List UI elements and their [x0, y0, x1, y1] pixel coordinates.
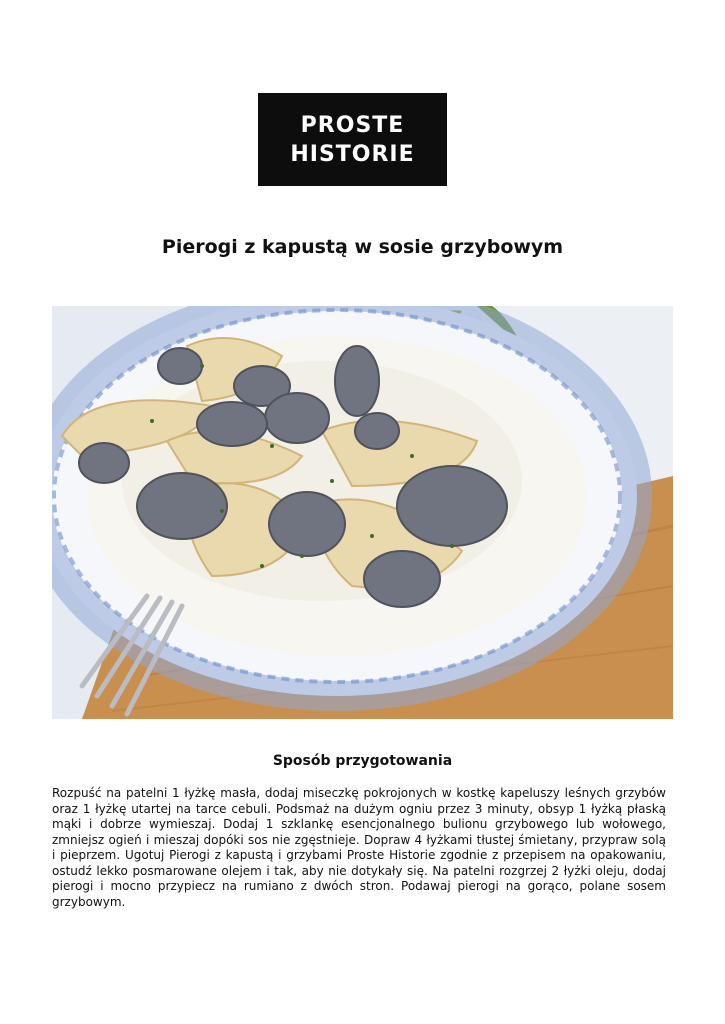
- dish-photo: [52, 306, 673, 719]
- logo-line-2: HISTORIE: [290, 141, 415, 167]
- instructions-text: Rozpuść na patelni 1 łyżkę masła, dodaj miseczkę pokrojonych w kostkę kapeluszy leśnych grzybów oraz 1 łyżkę utartej na tarce cebuli. Podsmaż na dużym ogniu przez 3 minuty, obsyp 1 łyżką płaską mąki i dobrze wymieszaj. Dodaj 1 szklankę esencjonalnego bulionu grzybowego lub wołowego, zmniejsz ogień i mieszaj dopóki sos nie zgęstnieje. Dopraw 4 łyżkami tłustej śmietany, przypraw solą i pieprzem. Ugotuj Pierogi z kapustą i grzybami Proste Historie zgodnie z przepisem na opakowaniu, ostudź lekko posmarowane olejem i tak, aby nie dotykały się. Na patelni rozgrzej 2 łyżki oleju, dodaj pierogi i mocno przypiecz na rumiano z dwóch stron. Podawaj pierogi na gorąco, polane sosem grzybowym.: [52, 786, 666, 909]
- recipe-title: Pierogi z kapustą w sosie grzybowym: [161, 236, 564, 258]
- logo-line-1: PROSTE: [300, 112, 405, 138]
- brand-logo: [258, 93, 447, 186]
- section-title: Sposób przygotowania: [272, 753, 453, 769]
